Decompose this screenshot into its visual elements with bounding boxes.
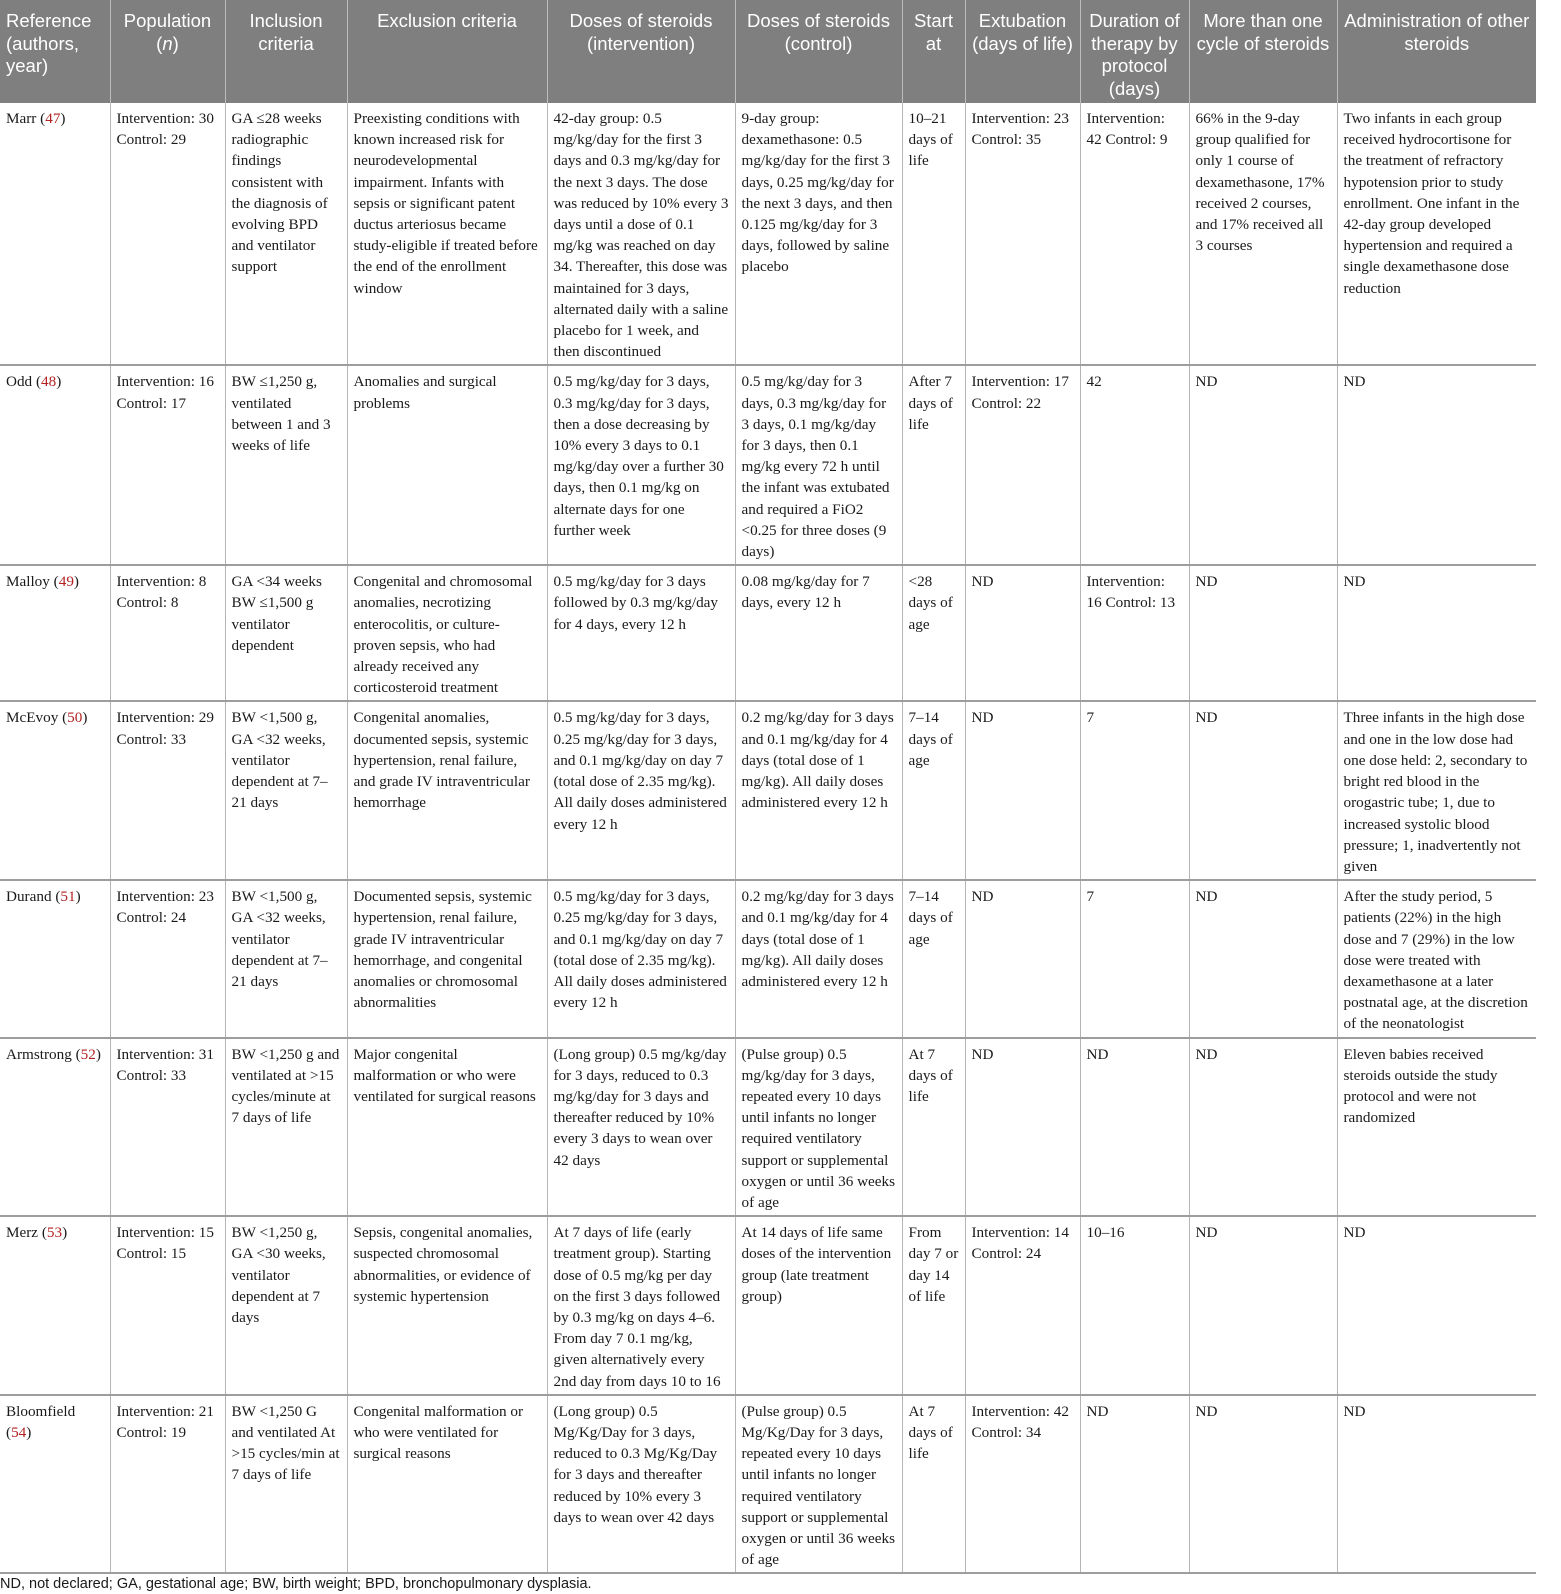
more-cycles-cell: ND <box>1189 565 1337 701</box>
dose-intervention-cell: At 7 days of life (early treatment group). Starting dose of 0.5 mg/kg per day on the first 3 days followed by 0.3 mg/kg on days 4–6. From day 7 0.1 mg/kg, given alternatively every 2nd day from days 10 to 16 <box>547 1216 735 1395</box>
reference-author: Marr ( <box>6 110 46 127</box>
reference-cell <box>0 565 110 701</box>
duration-cell: 7 <box>1080 880 1189 1037</box>
reference-close-paren: ) <box>73 573 79 591</box>
inclusion-criteria-cell: BW <1,500 g, GA <32 weeks, ventilator dependent at 7–21 days <box>225 880 347 1037</box>
column-header-sublabel: (authors, year) <box>6 32 80 76</box>
more-cycles-cell: ND <box>1189 701 1337 880</box>
start-at-cell: <28 days of age <box>902 565 965 701</box>
duration-cell: Intervention: 16 Control: 13 <box>1080 565 1189 701</box>
reference-cell <box>0 1216 110 1395</box>
reference-number-link[interactable]: 48 <box>41 373 57 391</box>
other-steroids-cell: ND <box>1337 365 1536 565</box>
other-steroids-cell: Eleven babies received steroids outside the study protocol and were not randomized <box>1337 1038 1536 1217</box>
population-cell: Intervention: 31 Control: 33 <box>110 1038 225 1217</box>
extubation-cell: Intervention: 23 Control: 35 <box>965 103 1080 365</box>
duration-cell: 42 <box>1080 365 1189 565</box>
other-steroids-cell: Two infants in each group received hydrocortisone for the treatment of refractory hypotension prior to study enrollment. One infant in the 42-day group developed hypertension and required a single dexamethasone dose reduction <box>1337 103 1536 365</box>
dose-control-cell: At 14 days of life same doses of the intervention group (late treatment group) <box>735 1216 902 1395</box>
extubation-cell: Intervention: 14 Control: 24 <box>965 1216 1080 1395</box>
duration-cell: 10–16 <box>1080 1216 1189 1395</box>
column-header-label: ) <box>172 32 179 54</box>
inclusion-criteria-cell: GA ≤28 weeks radiographic findings consistent with the diagnosis of evolving BPD and ventilator support <box>225 103 347 365</box>
exclusion-criteria-cell: Sepsis, congenital anomalies, suspected chromosomal abnormalities, or evidence of systemic hypertension <box>347 1216 547 1395</box>
start-at-cell: From day 7 or day 14 of life <box>902 1216 965 1395</box>
reference-close-paren: ) <box>60 110 66 127</box>
more-cycles-cell: 66% in the 9-day group qualified for only 1 course of dexamethasone, 17% received 2 courses, and 17% received all 3 courses <box>1189 103 1337 365</box>
reference-author: Armstrong ( <box>6 1045 81 1063</box>
dose-control-cell: (Pulse group) 0.5 mg/kg/day for 3 days, repeated every 10 days until infants no longer required ventilatory support or supplemental oxygen or until 36 weeks of age <box>735 1038 902 1217</box>
other-steroids-cell: ND <box>1337 565 1536 701</box>
dose-control-cell: 0.2 mg/kg/day for 3 days and 0.1 mg/kg/day for 4 days (total dose of 1 mg/kg). All daily doses administered every 12 h <box>735 880 902 1037</box>
extubation-cell: ND <box>965 565 1080 701</box>
start-at-cell: At 7 days of life <box>902 1038 965 1217</box>
reference-cell <box>0 701 110 880</box>
more-cycles-cell: ND <box>1189 1216 1337 1395</box>
reference-cell <box>0 365 110 565</box>
start-at-cell: 10–21 days of life <box>902 103 965 365</box>
more-cycles-cell: ND <box>1189 1395 1337 1574</box>
dose-intervention-cell: (Long group) 0.5 mg/kg/day for 3 days, reduced to 0.3 mg/kg/day for 3 days and thereafter reduced by 10% every 3 days to wean over 42 days <box>547 1038 735 1217</box>
reference-close-paren: ) <box>75 888 81 906</box>
other-steroids-cell: Three infants in the high dose and one in the low dose had one dose held: 2, secondary to bright red blood in the orogastric tube; 1, due to increased systolic blood pressure; 1, inadvertently not given <box>1337 701 1536 880</box>
inclusion-criteria-cell: BW ≤1,250 g, ventilated between 1 and 3 weeks of life <box>225 365 347 565</box>
column-header-label: Doses of steroids (control) <box>735 0 902 103</box>
more-cycles-cell: ND <box>1189 365 1337 565</box>
column-header <box>110 0 225 103</box>
dose-intervention-cell: (Long group) 0.5 Mg/Kg/Day for 3 days, reduced to 0.3 Mg/Kg/Day for 3 days and thereafter reduced by 10% every 3 days to wean over 42 days <box>547 1395 735 1574</box>
reference-number-link[interactable]: 54 <box>11 1423 27 1441</box>
column-header-label: Exclusion criteria <box>347 0 547 103</box>
table-row <box>0 365 1536 565</box>
table-row <box>0 1038 1536 1217</box>
dose-intervention-cell: 0.5 mg/kg/day for 3 days followed by 0.3 mg/kg/day for 4 days, every 12 h <box>547 565 735 701</box>
reference-close-paren: ) <box>56 373 62 391</box>
reference-cell <box>0 880 110 1037</box>
table-body <box>0 103 1536 1573</box>
dose-control-cell: 0.5 mg/kg/day for 3 days, 0.3 mg/kg/day for 3 days, 0.1 mg/kg/day for 3 days, then 0.1 mg/kg every 72 h until the infant was extubated and required a FiO2 <0.25 for three doses (9 days) <box>735 365 902 565</box>
exclusion-criteria-cell: Congenital malformation or who were ventilated for surgical reasons <box>347 1395 547 1574</box>
reference-close-paren: ) <box>82 709 88 727</box>
population-cell: Intervention: 16 Control: 17 <box>110 365 225 565</box>
reference-author: Odd ( <box>6 373 42 391</box>
population-cell: Intervention: 21 Control: 19 <box>110 1395 225 1574</box>
reference-number-link[interactable]: 53 <box>46 1224 63 1242</box>
table-header-row <box>0 0 1536 103</box>
reference-author: Bloomfield ( <box>6 1402 76 1441</box>
table-row <box>0 1395 1536 1574</box>
reference-author: McEvoy ( <box>6 709 68 727</box>
reference-close-paren: ) <box>26 1423 32 1441</box>
table-footnote: ND, not declared; GA, gestational age; BW, birth weight; BPD, bronchopulmonary dysplasia. <box>0 1576 592 1592</box>
dose-intervention-cell: 0.5 mg/kg/day for 3 days, 0.25 mg/kg/day for 3 days, and 0.1 mg/kg/day on day 7 (total dose of 2.35 mg/kg). All daily doses administered every 12 h <box>547 880 735 1037</box>
column-header <box>0 0 110 103</box>
population-cell: Intervention: 8 Control: 8 <box>110 565 225 701</box>
other-steroids-cell: ND <box>1337 1216 1536 1395</box>
exclusion-criteria-cell: Congenital and chromosomal anomalies, necrotizing enterocolitis, or culture-proven sepsis, who had already received any corticosteroid treatment <box>347 565 547 701</box>
inclusion-criteria-cell: BW <1,500 g, GA <32 weeks, ventilator dependent at 7–21 days <box>225 701 347 880</box>
start-at-cell: After 7 days of life <box>902 365 965 565</box>
table-row <box>0 103 1536 365</box>
dose-intervention-cell: 42-day group: 0.5 mg/kg/day for the first 3 days and 0.3 mg/kg/day for the next 3 days. The dose was reduced by 10% every 3 days until a dose of 0.1 mg/kg was reached on day 34. Thereafter, this dose was maintained for 3 days, alternated daily with a saline placebo for 1 week, and then discontinued <box>547 103 735 365</box>
reference-author: Merz ( <box>6 1224 47 1242</box>
reference-number-link[interactable]: 49 <box>58 573 74 591</box>
other-steroids-cell: After the study period, 5 patients (22%) in the high dose and 7 (29%) in the low dose were treated with dexamethasone at a later postnatal age, at the discretion of the neonatologist <box>1337 880 1536 1037</box>
column-header-label: Doses of steroids (intervention) <box>547 0 735 103</box>
exclusion-criteria-cell: Preexisting conditions with known increased risk for neurodevelopmental impairment. Infants with sepsis or significant patent ductus arteriosus became study-eligible if treated before the end of the enrollment window <box>347 103 547 365</box>
column-header-label: n <box>162 32 173 54</box>
column-header-label: Administration of other steroids <box>1337 0 1536 103</box>
column-header-label: Start at <box>902 0 965 103</box>
extubation-cell: Intervention: 17 Control: 22 <box>965 365 1080 565</box>
column-header-label: Extubation (days of life) <box>965 0 1080 103</box>
duration-cell: Intervention: 42 Control: 9 <box>1080 103 1189 365</box>
duration-cell: ND <box>1080 1395 1189 1574</box>
reference-close-paren: ) <box>62 1224 68 1242</box>
column-header-label: More than one cycle of steroids <box>1189 0 1337 103</box>
population-cell: Intervention: 15 Control: 15 <box>110 1216 225 1395</box>
exclusion-criteria-cell: Congenital anomalies, documented sepsis, systemic hypertension, renal failure, and grade IV intraventricular hemorrhage <box>347 701 547 880</box>
duration-cell: 7 <box>1080 701 1189 880</box>
dose-control-cell: 0.2 mg/kg/day for 3 days and 0.1 mg/kg/day for 4 days (total dose of 1 mg/kg). All daily doses administered every 12 h <box>735 701 902 880</box>
table-row <box>0 701 1536 880</box>
population-cell: Intervention: 29 Control: 33 <box>110 701 225 880</box>
reference-number-link[interactable]: 47 <box>45 110 61 127</box>
dose-control-cell: (Pulse group) 0.5 Mg/Kg/Day for 3 days, repeated every 10 days until infants no longer required ventilatory support or supplemental oxygen or until 36 weeks of age <box>735 1395 902 1574</box>
dose-intervention-cell: 0.5 mg/kg/day for 3 days, 0.25 mg/kg/day for 3 days, and 0.1 mg/kg/day on day 7 (total dose of 2.35 mg/kg). All daily doses administered every 12 h <box>547 701 735 880</box>
table-row <box>0 565 1536 701</box>
more-cycles-cell: ND <box>1189 880 1337 1037</box>
reference-author: Durand ( <box>6 888 61 906</box>
extubation-cell: Intervention: 42 Control: 34 <box>965 1395 1080 1574</box>
dose-intervention-cell: 0.5 mg/kg/day for 3 days, 0.3 mg/kg/day for 3 days, then a dose decreasing by 10% every 3 days to 0.1 mg/kg/day over a further 30 days, then 0.1 mg/kg on alternate days for one further week <box>547 365 735 565</box>
start-at-cell: At 7 days of life <box>902 1395 965 1574</box>
column-header-label: Inclusion criteria <box>225 0 347 103</box>
other-steroids-cell: ND <box>1337 1395 1536 1574</box>
exclusion-criteria-cell: Documented sepsis, systemic hypertension, renal failure, grade IV intraventricular hemorrhage, and congenital anomalies or chromosomal abnormalities <box>347 880 547 1037</box>
inclusion-criteria-cell: BW <1,250 g and ventilated at >15 cycles/minute at 7 days of life <box>225 1038 347 1217</box>
extubation-cell: ND <box>965 1038 1080 1217</box>
population-cell: Intervention: 23 Control: 24 <box>110 880 225 1037</box>
reference-author: Malloy ( <box>6 573 59 591</box>
dose-control-cell: 0.08 mg/kg/day for 7 days, every 12 h <box>735 565 902 701</box>
start-at-cell: 7–14 days of age <box>902 701 965 880</box>
column-header-label: Reference <box>6 10 92 31</box>
reference-number-link[interactable]: 52 <box>80 1045 96 1063</box>
inclusion-criteria-cell: BW <1,250 G and ventilated At >15 cycles/min at 7 days of life <box>225 1395 347 1574</box>
population-cell: Intervention: 30 Control: 29 <box>110 103 225 365</box>
reference-cell <box>0 1395 110 1574</box>
exclusion-criteria-cell: Anomalies and surgical problems <box>347 365 547 565</box>
extubation-cell: ND <box>965 701 1080 880</box>
inclusion-criteria-cell: BW <1,250 g, GA <30 weeks, ventilator dependent at 7 days <box>225 1216 347 1395</box>
reference-cell <box>0 103 110 365</box>
inclusion-criteria-cell: GA <34 weeks BW ≤1,500 g ventilator dependent <box>225 565 347 701</box>
reference-cell <box>0 1038 110 1217</box>
reference-close-paren: ) <box>95 1045 101 1063</box>
reference-number-link[interactable]: 51 <box>60 888 76 906</box>
column-header-label: Population ( <box>123 10 212 54</box>
table-row <box>0 880 1536 1037</box>
start-at-cell: 7–14 days of age <box>902 880 965 1037</box>
exclusion-criteria-cell: Major congenital malformation or who were ventilated for surgical reasons <box>347 1038 547 1217</box>
duration-cell: ND <box>1080 1038 1189 1217</box>
table-row <box>0 1216 1536 1395</box>
extubation-cell: ND <box>965 880 1080 1037</box>
column-header-label: Duration of therapy by protocol (days) <box>1080 0 1189 103</box>
dose-control-cell: 9-day group: dexamethasone: 0.5 mg/kg/day for the first 3 days, 0.25 mg/kg/day for the next 3 days, and then 0.125 mg/kg/day for 3 days, followed by saline placebo <box>735 103 902 365</box>
more-cycles-cell: ND <box>1189 1038 1337 1217</box>
reference-number-link[interactable]: 50 <box>67 709 83 727</box>
